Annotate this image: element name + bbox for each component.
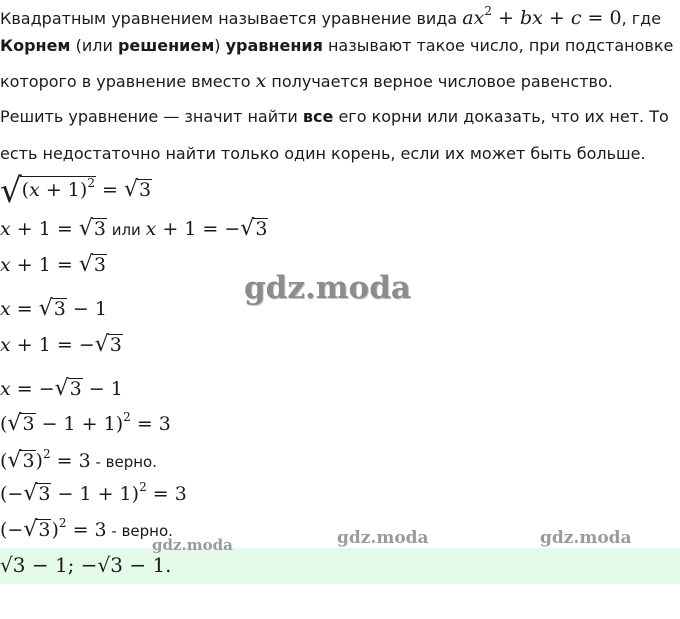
answer-text: √3 − 1; −√3 − 1. — [0, 553, 172, 577]
step-original-equation: $√(x + 1)^2 = √3$ — [0, 171, 152, 211]
root-term: Корнем — [0, 36, 71, 55]
definition-line4-suffix: его корни или доказать, что их нет. То — [333, 107, 669, 126]
definition-line1-suffix: , где — [621, 9, 662, 28]
check-2-simplified: $(-√3)^2 = 3$ - верно. — [0, 516, 173, 542]
definition-line-3 — [0, 71, 613, 92]
correct-label-2: - верно. — [106, 522, 173, 540]
definition-line-2 — [0, 36, 673, 56]
correct-label-1: - верно. — [90, 453, 157, 471]
all-term: все — [302, 107, 334, 126]
watermark-main: gdz.moda — [244, 270, 411, 306]
definition-line-5 — [0, 144, 646, 164]
check-1-simplified: $(√3)^2 = 3$ - верно. — [0, 447, 157, 473]
definition-line2-rest: называют такое число, при подстановке — [322, 36, 674, 55]
definition-line-1 — [0, 4, 662, 29]
solution-term: решением — [117, 36, 215, 55]
equation-term: уравнения — [225, 36, 323, 55]
definition-line4-prefix: Решить уравнение — значит найти — [0, 107, 303, 126]
step-case-2: x + 1 = −√3 — [0, 332, 122, 357]
definition-line3-prefix: которого в уравнение вместо — [0, 72, 256, 91]
step-two-cases: x + 1 = √3 или x + 1 = −√3 — [0, 216, 268, 241]
or-word: или — [106, 221, 146, 239]
answer-box — [0, 548, 680, 584]
definition-line3-suffix: получается верное числовое равенство. — [266, 72, 613, 91]
or-text: (или — [70, 36, 118, 55]
watermark-small-2: gdz.moda — [337, 528, 429, 548]
definition-line-4 — [0, 107, 669, 127]
step-case-1: x + 1 = √3 — [0, 252, 106, 277]
check-2: $(-√3 - 1 + 1)^2 = 3$ — [0, 480, 187, 506]
watermark-small-3: gdz.moda — [540, 528, 632, 548]
variable-x: x — [255, 70, 267, 92]
check-1: $(√3 - 1 + 1)^2 = 3$ — [0, 410, 171, 436]
watermark-small-1: gdz.moda — [152, 536, 233, 554]
definition-line1-prefix: Квадратным уравнением называется уравнение вида — [0, 9, 463, 28]
step-case-1-result: x = √3 − 1 — [0, 296, 107, 321]
close-paren: ) — [214, 36, 226, 55]
step-case-2-result: x = −√3 − 1 — [0, 376, 123, 401]
quadratic-general-form: $ax^2$ + bx + c = 0 — [462, 4, 622, 29]
definition-line5: есть недостаточно найти только один корень, если их может быть больше. — [0, 144, 646, 163]
